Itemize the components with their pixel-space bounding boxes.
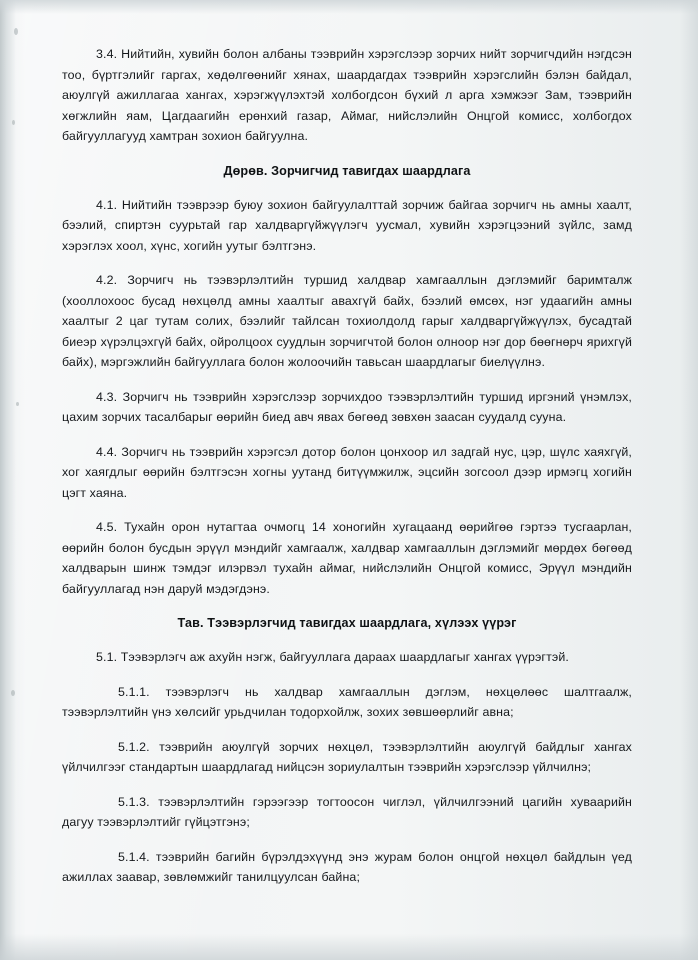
paragraph-5-1: 5.1. Тээвэрлэгч аж ахуйн нэгж, байгууллага дараах шаардлагыг хангах үүрэгтэй. bbox=[96, 650, 569, 664]
paragraph-4-3: 4.3. Зорчигч нь тээврийн хэрэгслээр зорчихдоо тээвэрлэлтийн туршид иргэний үнэмлэх, цахим зорчих тасалбарыг өөрийн биед авч явах бөгөөд зөвхөн заасан суудалд суунa. bbox=[62, 389, 632, 424]
section-heading-four: Дөрөв. Зорчигчид тавигдах шаардлага bbox=[223, 163, 471, 178]
section-heading-five: Тав. Тээвэрлэгчид тавигдах шаардлага, хүлээх үүрэг bbox=[177, 616, 517, 630]
page-edge-shadow-left bbox=[0, 0, 16, 960]
paragraph-5-1-3: 5.1.3. тээвэрлэлтийн гэрээгээр тогтоосон чиглэл, үйлчилгээний цагийн хуваарийн дагуу тээвэрлэлтийг гүйцэтгэнэ; bbox=[62, 794, 632, 829]
paragraph-4-1: 4.1. Нийтийн тээврээр буюу зохион байгуулалттай зорчиж байгаа зорчигч нь амны хаалт, бээлий, спиртэн суурьтай гар халдваргүйжүүлэгч уусмал, хувийн хэрэгцээний зүйлс, замд хэрэглэх хоол, хүнс, хогийн уутыг бэлтгэнэ. bbox=[62, 197, 632, 253]
paragraph-4-4: 4.4. Зорчигч нь тээврийн хэрэгсэл дотор болон цонхоор ил задгай нус, цэр, шүлс хаяxгүй, хог хаягдлыг өөрийн бэлтгэсэн хогны уутанд битүүмжилж, эцсийн зогсоол дээр ирмэгц хогийн цэгт хаяна. bbox=[62, 444, 632, 500]
scan-speck bbox=[14, 28, 18, 35]
paragraph-4-5: 4.5. Тухайн орон нутагтаа очмогц 14 хоногийн хугацаанд өөрийгөө гэртээ тусгаарлан, өөрийн болон бусдын эрүүл мэндийг хамгаалж, халдвар хамгааллын дэглэмийг мөрдөх бөгөөд халдварын шинж тэмдэг илэрвэл тухайн аймаг, нийслэлийн Онцгой комисс, Эрүүл мэндийн байгууллагад нэн даруй мэдэгдэнэ. bbox=[62, 520, 632, 596]
paragraph-5-1-2: 5.1.2. тээврийн аюулгүй зорчих нөхцөл, тээвэрлэлтийн аюулгүй байдлыг хангах үйлчилгээг стандартын шаардлагад нийцсэн зориулалтын тээврийн хэрэгслээр үйлчилнэ; bbox=[62, 739, 632, 774]
scan-speck bbox=[11, 690, 15, 696]
paragraph-3-4: 3.4. Нийтийн, хувийн болон албаны тээврийн хэрэгслээр зорчих нийт зорчигчдийн нэгдсэн тоо, бүртгэлийг гаргах, хөдөлгөөнийг хянах, шаардагдах тээврийн хэрэгслийн бэлэн байдал, аюулгүй ажиллагаа хангах, хэрэгжүүлэхтэй холбогдсон бүхий л арга хэмжээг Зам, тээврийн хөгжлийн яам, Цагдаагийн ерөнхий газар, Аймаг, нийслэлийн Онцгой комисс, холбогдох байгууллагууд хамтран зохион байгуулна. bbox=[62, 47, 632, 143]
document-body bbox=[62, 44, 632, 902]
page-edge-shadow-top bbox=[0, 0, 698, 14]
paragraph-5-1-4: 5.1.4. тээврийн багийн бүрэлдэхүүнд энэ журам болон онцгой нөхцөл байдлын үед ажиллах заавар, зөвлөмжийг танилцуулсан байна; bbox=[62, 849, 632, 884]
page-edge-shadow-right bbox=[680, 0, 698, 960]
paragraph-4-2: 4.2. Зорчигч нь тээвэрлэлтийн туршид халдвар хамгааллын дэглэмийг баримталж (хооллохоос бусад нөхцөлд амны хаалтыг авахгүй байх, бээлий өмсөх, нэг удаагийн амны хаалтыг 2 цаг тутам солих, бээлийг тайлсан тохиолдолд гарыг халдваргүйжүүлэх, бусадтай биеэр хүрэлцэхгүй байх, ойролцоох суудлын зорчигчтой болон олноор нэг дор бөөгнөрч яриxгүй байх), мэргэжлийн байгууллага болон жолоочийн тавьсан шаардлагыг биелүүлнэ. bbox=[62, 273, 632, 369]
scan-speck bbox=[12, 120, 15, 125]
scan-speck bbox=[16, 402, 19, 406]
page-edge-shadow-bottom bbox=[0, 934, 698, 960]
paragraph-5-1-1: 5.1.1. тээвэрлэгч нь халдвар хамгааллын дэглэм, нөхцөлөөс шалтгаалж, тээвэрлэлтийн үнэ хөлсийг урьдчилан тодорхойлж, зохих зөвшөөрлийг авна; bbox=[62, 684, 632, 719]
